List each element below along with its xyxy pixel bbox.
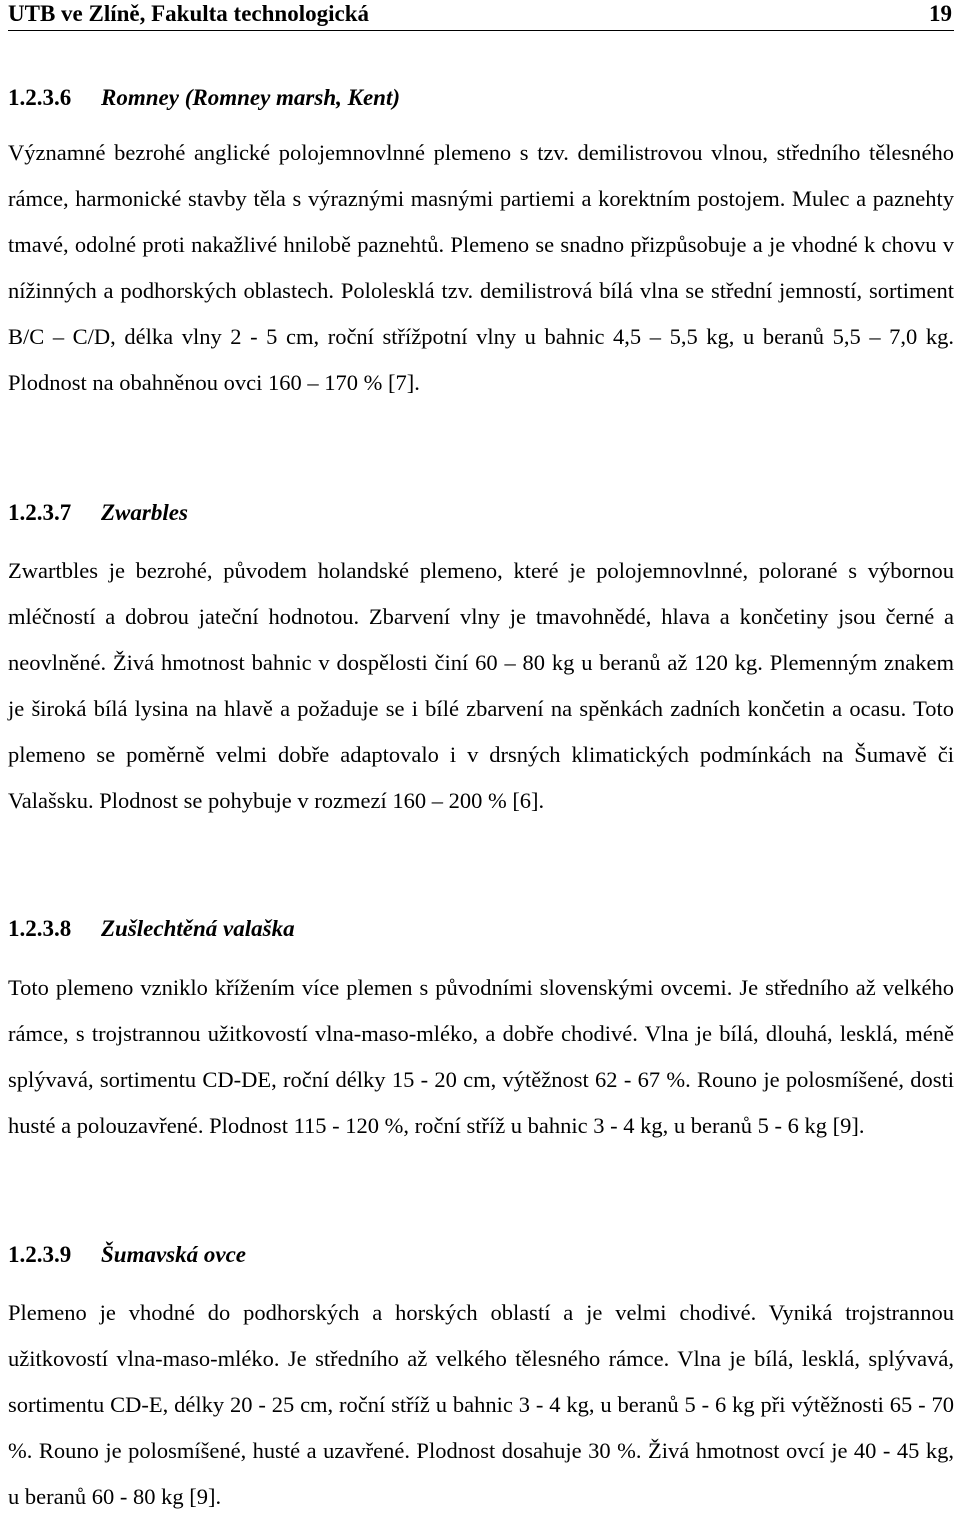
section-heading-romney — [8, 83, 400, 113]
section-number: 1.2.3.8 — [8, 916, 72, 941]
section-body-romney: Významné bezrohé anglické polojemnovlnné plemeno s tzv. demilistrovou vlnou, středního tělesného rámce, harmonické stavby těla s výraznými masnými partiemi a korektním postojem. Mulec a paznehty tmavé, odolné proti nakažlivé hnilobě paznehtů. Plemeno se snadno přizpůsobuje a je vhodné k chovu v nížinných a podhorských oblastech. Pololesklá tzv. demilistrová bílá vlna se střední jemností, sortiment B/C – C/D, délka vlny 2 - 5 cm, roční střížpotní vlny u bahnic 4,5 – 5,5 kg, u beranů 5,5 – 7,0 kg. Plodnost na obahněnou ovci 160 – 170 % [7]. — [8, 140, 954, 395]
section-title: Zušlechtěná valaška — [101, 916, 295, 941]
section-body-sumavska-ovce: Plemeno je vhodné do podhorských a horských oblastí a je velmi chodivé. Vyniká trojstrannou užitkovostí vlna-maso-mléko. Je středního až velkého tělesného rámce. Vlna je bílá, lesklá, splývavá, sortimentu CD-E, délky 20 - 25 cm, roční stříž u bahnic 3 - 4 kg, u beranů 5 - 6 kg při výtěžnosti 65 - 70 %. Rouno je polosmíšené, husté a uzavřené. Plodnost dosahuje 30 %. Živá hmotnost ovcí je 40 - 45 kg, u beranů 60 - 80 kg [9]. — [8, 1300, 954, 1509]
page-number: 19 — [929, 1, 952, 26]
section-number: 1.2.3.6 — [8, 85, 72, 110]
section-heading-sumavska-ovce — [8, 1240, 246, 1270]
section-number: 1.2.3.9 — [8, 1242, 72, 1267]
section-body-zuslechtena-valaska: Toto plemeno vzniklo křížením více plemen s původními slovenskými ovcemi. Je středního až velkého rámce, s trojstrannou užitkovostí vlna-maso-mléko, a dobře chodivé. Vlna je bílá, dlouhá, lesklá, méně splývavá, sortimentu CD-DE, roční délky 15 - 20 cm, výtěžnost 62 - 67 %. Rouno je polosmíšené, dosti husté a polouzavřené. Plodnost 115 - 120 %, roční stříž u bahnic 3 - 4 kg, u beranů 5 - 6 kg [9]. — [8, 975, 954, 1138]
section-number: 1.2.3.7 — [8, 500, 72, 525]
section-heading-zwarbles — [8, 498, 188, 528]
section-heading-zuslechtena-valaska — [8, 914, 295, 944]
section-title: Romney (Romney marsh, Kent) — [101, 85, 401, 110]
running-header — [8, 0, 954, 31]
section-title: Zwarbles — [101, 500, 188, 525]
section-body-zwarbles: Zwartbles je bezrohé, původem holandské plemeno, které je polojemnovlnné, polorané s výbornou mléčností a dobrou jateční hodnotou. Zbarvení vlny je tmavohnědé, hlava a končetiny jsou černé a neovlněné. Živá hmotnost bahnic v dospělosti činí 60 – 80 kg u beranů až 120 kg. Plemenným znakem je široká bílá lysina na hlavě a požaduje se i bílé zbarvení na spěnkách zadních končetin a ocasu. Toto plemeno se poměrně velmi dobře adaptovalo i v drsných klimatických podmínkách na Šumavě či Valašsku. Plodnost se pohybuje v rozmezí 160 – 200 % [6]. — [8, 558, 954, 813]
header-title: UTB ve Zlíně, Fakulta technologická — [8, 1, 369, 26]
section-title: Šumavská ovce — [101, 1242, 247, 1267]
